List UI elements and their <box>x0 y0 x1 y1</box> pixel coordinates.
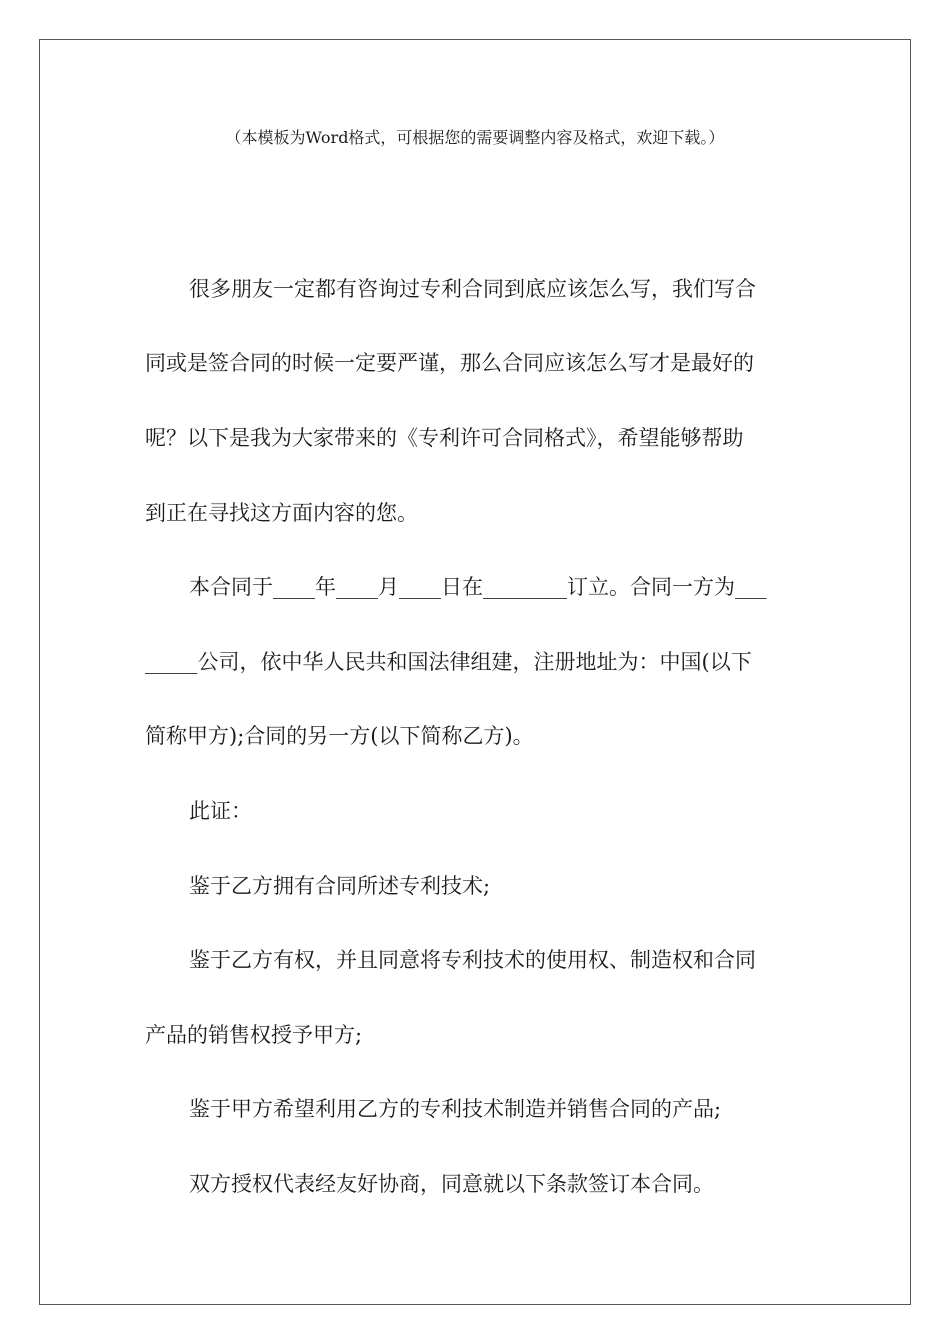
paragraph-parties-line-2: _____公司，依中华人民共和国法律组建，注册地址为：中国(以下 <box>145 650 752 674</box>
paragraph-intro-line-2: 同或是签合同的时候一定要严谨，那么合同应该怎么写才是最好的 <box>145 351 754 375</box>
paragraph-whereas-1: 鉴于乙方拥有合同所述专利技术; <box>189 874 491 898</box>
paragraph-intro-line-3: 呢？以下是我为大家带来的《专利许可合同格式》，希望能够帮助 <box>145 426 744 450</box>
paragraph-witness: 此证： <box>189 799 252 823</box>
paragraph-intro-line-4: 到正在寻找这方面内容的您。 <box>145 501 418 525</box>
template-note: （本模板为Word格式，可根据您的需要调整内容及格式，欢迎下载。） <box>225 128 725 147</box>
paragraph-whereas-3: 鉴于甲方希望利用乙方的专利技术制造并销售合同的产品; <box>189 1097 722 1121</box>
paragraph-whereas-2-line-2: 产品的销售权授予甲方; <box>145 1023 363 1047</box>
paragraph-parties-line-3: 简称甲方);合同的另一方(以下简称乙方)。 <box>145 724 534 748</box>
paragraph-whereas-2-line-1: 鉴于乙方有权，并且同意将专利技术的使用权、制造权和合同 <box>189 948 756 972</box>
paragraph-agreement: 双方授权代表经友好协商，同意就以下条款签订本合同。 <box>189 1172 714 1196</box>
paragraph-intro-line-1: 很多朋友一定都有咨询过专利合同到底应该怎么写，我们写合 <box>189 277 756 301</box>
paragraph-parties-line-1: 本合同于____年____月____日在________订立。合同一方为___ <box>189 575 767 599</box>
